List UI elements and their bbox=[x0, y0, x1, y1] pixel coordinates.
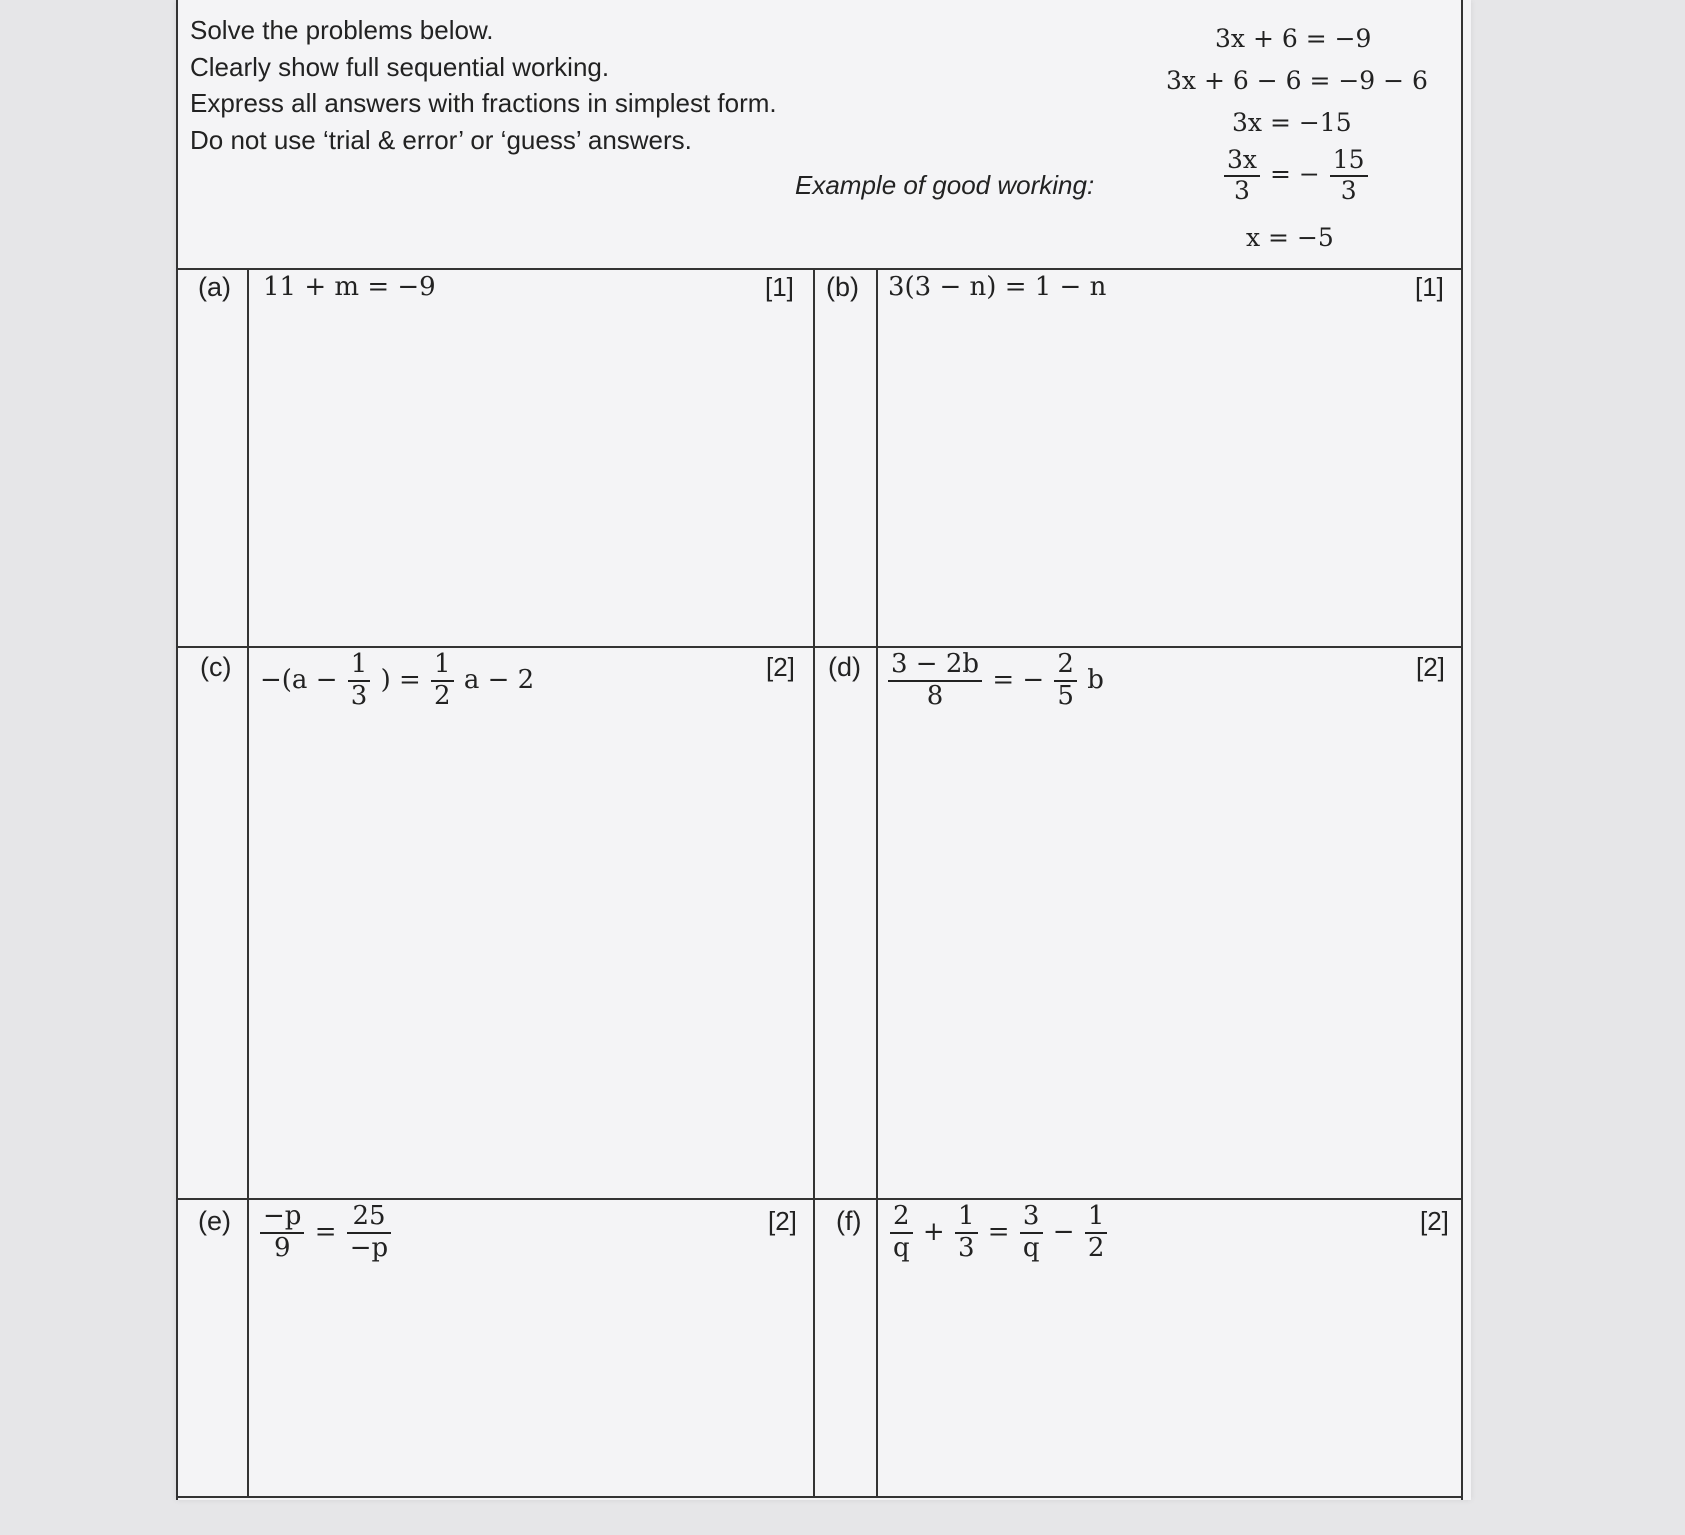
fraction: $\frac{2}{5}$ bbox=[1054, 650, 1077, 712]
row-divider-1 bbox=[176, 268, 1463, 270]
problem-c-marks: [2] bbox=[766, 652, 795, 682]
fraction: $\frac{1}{2}$ bbox=[1085, 1202, 1108, 1264]
fraction: $\frac{1}{3}$ bbox=[955, 1202, 978, 1264]
center-column-divider bbox=[813, 268, 815, 1498]
problem-f-equation: $\frac{2}{q}$ + $\frac{1}{3}$ = $\frac{3}{q}$ − $\frac{1}{2}$ bbox=[888, 1202, 1109, 1264]
fraction: $\frac{1}{2}$ bbox=[431, 650, 454, 712]
fraction: $\frac{15}{3}$ bbox=[1330, 146, 1368, 206]
row-divider-3 bbox=[176, 1198, 1463, 1200]
problem-f-marks: [2] bbox=[1420, 1206, 1449, 1236]
label-column-divider-right bbox=[876, 268, 878, 1498]
instruction-line: Clearly show full sequential working. bbox=[190, 51, 610, 82]
problem-a-marks: [1] bbox=[765, 272, 794, 302]
example-label: Example of good working: bbox=[795, 170, 1095, 200]
problem-e-marks: [2] bbox=[768, 1206, 797, 1236]
example-line-4: $\frac{3x}{3}$ = − $\frac{15}{3}$ bbox=[1222, 146, 1370, 206]
problem-c-equation: −(a − $\frac{1}{3}$ ) = $\frac{1}{2}$ a − 2 bbox=[260, 649, 535, 711]
example-line-3: 3x = −15 bbox=[1232, 108, 1352, 137]
problem-a-equation: 11 + m = −9 bbox=[263, 272, 436, 302]
problem-e-equation: $\frac{-p}{9}$ = $\frac{25}{-p}$ bbox=[258, 1202, 393, 1264]
instruction-line: Do not use ‘trial & error’ or ‘guess’ answers. bbox=[190, 124, 692, 155]
table-right-border bbox=[1461, 0, 1463, 1500]
row-divider-2 bbox=[176, 646, 1463, 648]
fraction: $\frac{2}{q}$ bbox=[890, 1202, 913, 1264]
problem-d-equation: $\frac{3 - 2b}{8}$ = − $\frac{2}{5}$ b bbox=[886, 650, 1104, 712]
problem-b-label: (b) bbox=[826, 272, 859, 302]
problem-b-marks: [1] bbox=[1415, 272, 1444, 302]
fraction: $\frac{25}{-p}$ bbox=[347, 1202, 391, 1264]
example-line-1: 3x + 6 = −9 bbox=[1215, 24, 1372, 53]
label-column-divider bbox=[247, 268, 249, 1498]
table-left-border bbox=[176, 0, 178, 1500]
fraction: $\frac{3}{q}$ bbox=[1020, 1202, 1043, 1264]
problem-e-label: (e) bbox=[198, 1206, 231, 1236]
problem-c-label: (c) bbox=[200, 652, 232, 682]
problem-d-label: (d) bbox=[828, 652, 861, 682]
problem-a-label: (a) bbox=[198, 272, 231, 302]
fraction: $\frac{3x}{3}$ bbox=[1224, 146, 1260, 206]
problem-f-label: (f) bbox=[836, 1206, 862, 1236]
fraction: $\frac{1}{3}$ bbox=[348, 650, 371, 712]
instruction-line: Solve the problems below. bbox=[190, 15, 494, 45]
example-line-5: x = −5 bbox=[1246, 223, 1334, 252]
problem-d-marks: [2] bbox=[1416, 652, 1445, 682]
problem-b-equation: 3(3 − n) = 1 − n bbox=[888, 272, 1107, 302]
instructions bbox=[190, 12, 777, 158]
fraction: $\frac{-p}{9}$ bbox=[260, 1202, 304, 1264]
example-line-2: 3x + 6 − 6 = −9 − 6 bbox=[1166, 66, 1428, 95]
instruction-line: Express all answers with fractions in simplest form. bbox=[190, 88, 777, 118]
fraction: $\frac{3 - 2b}{8}$ bbox=[888, 650, 982, 712]
table-bottom-border bbox=[176, 1496, 1463, 1498]
